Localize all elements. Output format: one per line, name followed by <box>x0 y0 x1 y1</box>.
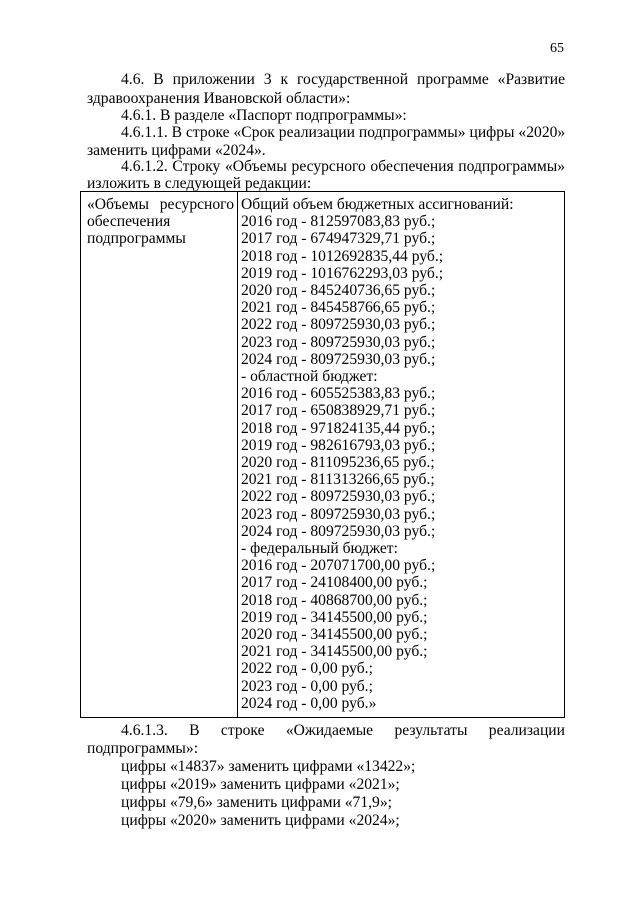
table-right-line: 2019 год - 34145500,00 руб.; <box>241 608 428 626</box>
paragraph-4-6-1-1-line-1: 4.6.1.1. В строке «Срок реализации подпрограммы» цифры «2020» <box>121 124 565 141</box>
resource-table <box>80 191 565 718</box>
replacement-line: цифры «14837» заменить цифрами «13422»; <box>121 758 416 775</box>
table-right-line: - областной бюджет: <box>241 368 378 385</box>
page-number: 65 <box>550 41 564 56</box>
table-right-line: 2019 год - 1016762293,03 руб.; <box>241 264 444 282</box>
table-right-line: 2024 год - 809725930,03 руб.; <box>241 350 436 368</box>
replacement-line: цифры «2019» заменить цифрами «2021»; <box>121 776 400 793</box>
table-right-line: 2021 год - 34145500,00 руб.; <box>241 643 428 661</box>
table-right-line: 2016 год - 207071700,00 руб.; <box>241 557 436 575</box>
table-right-line: 2016 год - 605525383,83 руб.; <box>241 385 436 403</box>
table-left-line: обеспечения <box>87 213 171 231</box>
paragraph-4-6-1-1-line-2: заменить цифрами «2024». <box>87 142 266 159</box>
table-right-line: 2017 год - 674947329,71 руб.; <box>241 230 436 248</box>
paragraph-4-6-1-2-line-1: 4.6.1.2. Строку «Объемы ресурсного обеспечения подпрограммы» <box>121 158 565 175</box>
table-right-line: 2021 год - 811313266,65 руб.; <box>241 471 435 489</box>
replacement-line: цифры «2020» заменить цифрами «2024»; <box>121 812 400 829</box>
table-right-line: 2018 год - 971824135,44 руб.; <box>241 419 436 437</box>
table-right-line: 2017 год - 24108400,00 руб.; <box>241 574 428 592</box>
table-right-line: 2022 год - 809725930,03 руб.; <box>241 488 436 506</box>
table-right-line: 2020 год - 811095236,65 руб.; <box>241 454 435 471</box>
table-right-line: 2019 год - 982616793,03 руб.; <box>241 436 436 454</box>
table-right-line: 2024 год - 809725930,03 руб.; <box>241 522 436 540</box>
table-right-line: 2023 год - 0,00 руб.; <box>241 677 373 695</box>
paragraph-4-6-line-2: здравоохранения Ивановской области»: <box>87 90 351 107</box>
paragraph-4-6-1-3-line-1: 4.6.1.3. В строке «Ожидаемые результаты реализации <box>121 722 565 739</box>
table-right-line: Общий объем бюджетных ассигнований: <box>241 196 514 213</box>
table-right-line: 2020 год - 845240736,65 руб.; <box>241 282 436 299</box>
paragraph-4-6-1-2-line-2: изложить в следующей редакции: <box>87 175 312 192</box>
paragraph-4-6-1: 4.6.1. В разделе «Паспорт подпрограммы»: <box>121 107 407 124</box>
table-right-line: 2017 год - 650838929,71 руб.; <box>241 402 436 420</box>
table-right-line: 2018 год - 40868700,00 руб.; <box>241 591 428 609</box>
table-right-line: 2023 год - 809725930,03 руб.; <box>241 505 436 523</box>
table-right-line: 2022 год - 0,00 руб.; <box>241 660 373 678</box>
replacement-line: цифры «79,6» заменить цифрами «71,9»; <box>121 794 392 811</box>
table-right-line: 2022 год - 809725930,03 руб.; <box>241 316 436 334</box>
table-right-line: 2024 год - 0,00 руб.» <box>241 694 377 712</box>
table-left-line: «Объемы ресурсного <box>87 196 234 213</box>
table-right-line: - федеральный бюджет: <box>241 540 398 557</box>
table-column-divider <box>237 192 238 717</box>
table-right-line: 2016 год - 812597083,83 руб.; <box>241 213 436 231</box>
paragraph-4-6-line-1: 4.6. В приложении 3 к государственной программе «Развитие <box>121 71 565 88</box>
table-right-line: 2023 год - 809725930,03 руб.; <box>241 333 436 351</box>
table-right-line: 2020 год - 34145500,00 руб.; <box>241 626 428 643</box>
table-right-line: 2018 год - 1012692835,44 руб.; <box>241 247 444 265</box>
table-right-line: 2021 год - 845458766,65 руб.; <box>241 299 436 317</box>
table-left-line: подпрограммы <box>87 230 186 248</box>
paragraph-4-6-1-3-line-2: подпрограммы»: <box>87 740 199 757</box>
